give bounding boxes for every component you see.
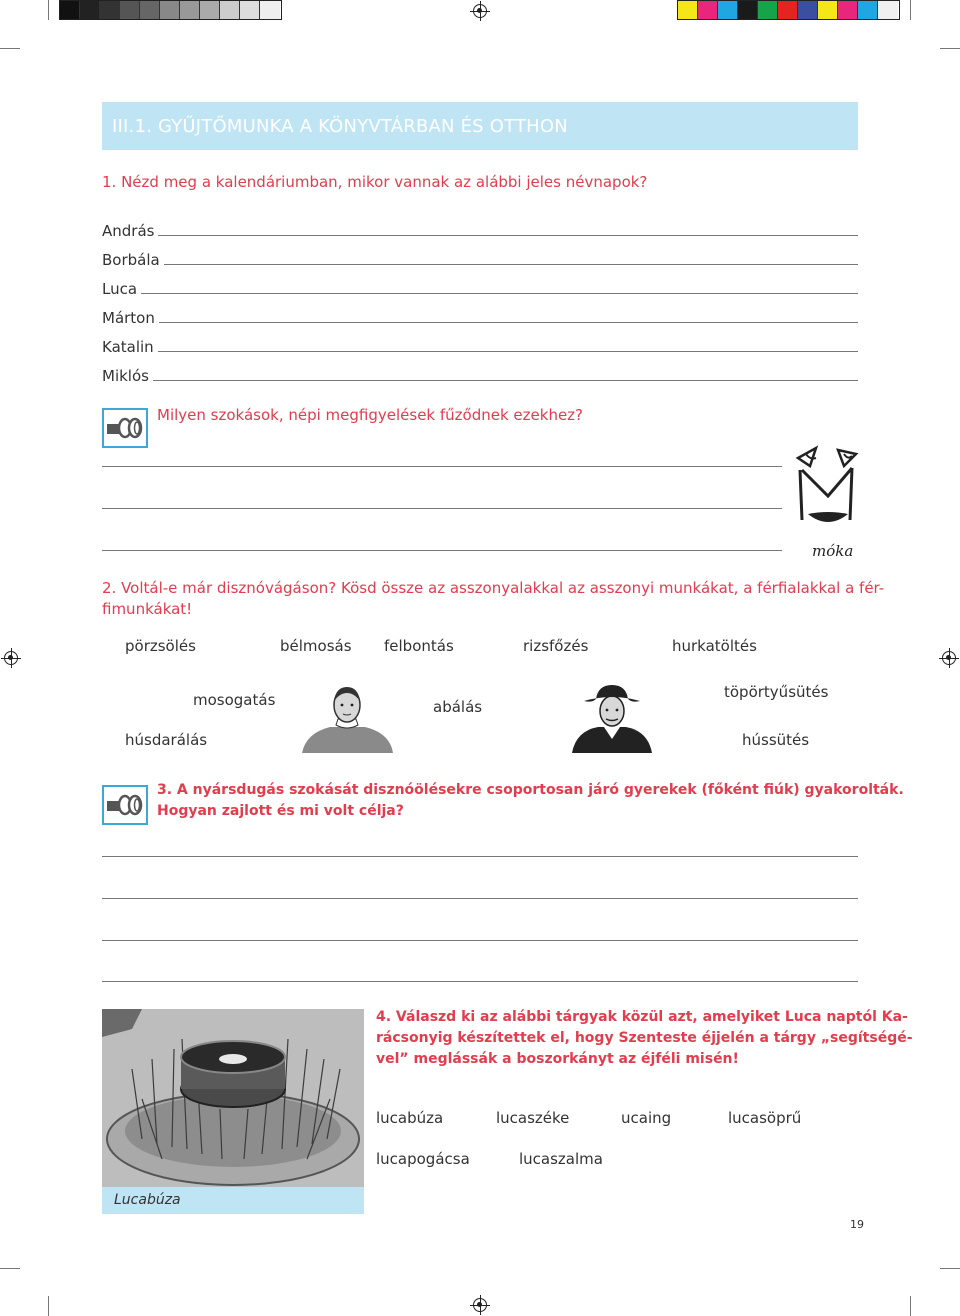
task1-question: 1. Nézd meg a kalendáriumban, mikor vannak az alábbi jeles névnapok? [102, 173, 648, 191]
moka-face-logo [790, 440, 866, 562]
crop-mark [910, 1296, 911, 1316]
name-label: Márton [102, 309, 155, 327]
task2-question-line1: 2. Voltál-e már disznóvágáson? Kösd össze az asszonyalakkal az asszonyi munkákat, a férfialakkal a fér- [102, 579, 885, 597]
task2-question-line2: fimunkákat! [102, 600, 193, 618]
answer-line[interactable] [102, 898, 858, 899]
option-item[interactable]: ucaing [621, 1109, 672, 1127]
name-label: Luca [102, 280, 138, 298]
answer-line[interactable] [102, 466, 782, 467]
answer-line[interactable] [158, 351, 858, 352]
answer-line[interactable] [141, 293, 858, 294]
name-row[interactable] [102, 307, 858, 327]
option-item[interactable]: lucaszalma [519, 1150, 603, 1168]
option-item[interactable]: lucapogácsa [376, 1150, 470, 1168]
answer-line[interactable] [164, 264, 858, 265]
option-item[interactable]: lucasöprű [728, 1109, 802, 1127]
answer-line[interactable] [159, 322, 858, 323]
task1-followup: Milyen szokások, népi megfigyelések fűződnek ezekhez? [157, 406, 584, 424]
crop-mark [940, 1268, 960, 1269]
section-title: III.1. GYŰJTŐMUNKA A KÖNYVTÁRBAN ÉS OTTHON [112, 116, 568, 137]
task-word[interactable]: hússütés [742, 731, 810, 749]
crop-mark [910, 0, 911, 20]
photo-caption: Lucabúza [114, 1192, 181, 1208]
answer-line[interactable] [102, 550, 782, 551]
name-label: Miklós [102, 367, 149, 385]
crop-mark [0, 48, 20, 49]
moka-logo-text: móka [812, 542, 854, 560]
man-figure[interactable] [570, 683, 654, 753]
task-word[interactable]: pörzsölés [125, 637, 196, 655]
task-word[interactable]: húsdarálás [125, 731, 208, 749]
answer-line[interactable] [102, 981, 858, 982]
name-label: András [102, 222, 155, 240]
answer-line[interactable] [153, 380, 858, 381]
task3-question-line1: 3. A nyársdugás szokását disznóölésekre csoportosan járó gyerekek (főként fiúk) gyakorolták. [157, 782, 904, 798]
task-word[interactable]: abálás [433, 698, 483, 716]
crop-mark [0, 1268, 20, 1269]
crop-mark [48, 0, 49, 20]
registration-mark-icon [473, 1298, 487, 1312]
name-row[interactable] [102, 365, 858, 385]
task3-question-line2: Hogyan zajlott és mi volt célja? [157, 803, 404, 819]
registration-mark-icon [4, 651, 18, 665]
task4-question-line3: vel” meglássák a boszorkányt az éjféli misén! [376, 1051, 739, 1067]
name-row[interactable] [102, 336, 858, 356]
option-item[interactable]: lucaszéke [496, 1109, 570, 1127]
task4-question-line1: 4. Válaszd ki az alábbi tárgyak közül azt, amelyiket Luca naptól Ka- [376, 1009, 908, 1025]
answer-line[interactable] [158, 235, 858, 236]
color-swatch-bar [677, 0, 900, 20]
task-word[interactable]: töpörtyűsütés [724, 683, 829, 701]
woman-figure[interactable] [300, 683, 395, 753]
name-label: Borbála [102, 251, 160, 269]
crop-mark [48, 1296, 49, 1316]
binoculars-icon [102, 408, 148, 448]
task-word[interactable]: rizsfőzés [523, 637, 589, 655]
task-word[interactable]: bélmosás [280, 637, 352, 655]
option-item[interactable]: lucabúza [376, 1109, 444, 1127]
name-row[interactable] [102, 220, 858, 240]
task4-question-line2: rácsonyig készítettek el, hogy Szenteste éjjelén a tárgy „segítségé- [376, 1030, 913, 1046]
name-label: Katalin [102, 338, 154, 356]
name-row[interactable] [102, 278, 858, 298]
task-word[interactable]: mosogatás [193, 691, 276, 709]
name-row[interactable] [102, 249, 858, 269]
answer-line[interactable] [102, 856, 858, 857]
task-word[interactable]: hurkatöltés [672, 637, 757, 655]
registration-mark-icon [942, 651, 956, 665]
registration-mark-icon [473, 4, 487, 18]
answer-line[interactable] [102, 508, 782, 509]
lucabuza-photo [102, 1009, 364, 1187]
answer-line[interactable] [102, 940, 858, 941]
grayscale-swatch-bar [59, 0, 282, 20]
task-word[interactable]: felbontás [384, 637, 454, 655]
binoculars-icon [102, 785, 148, 825]
page-number: 19 [850, 1218, 864, 1231]
crop-mark [940, 48, 960, 49]
